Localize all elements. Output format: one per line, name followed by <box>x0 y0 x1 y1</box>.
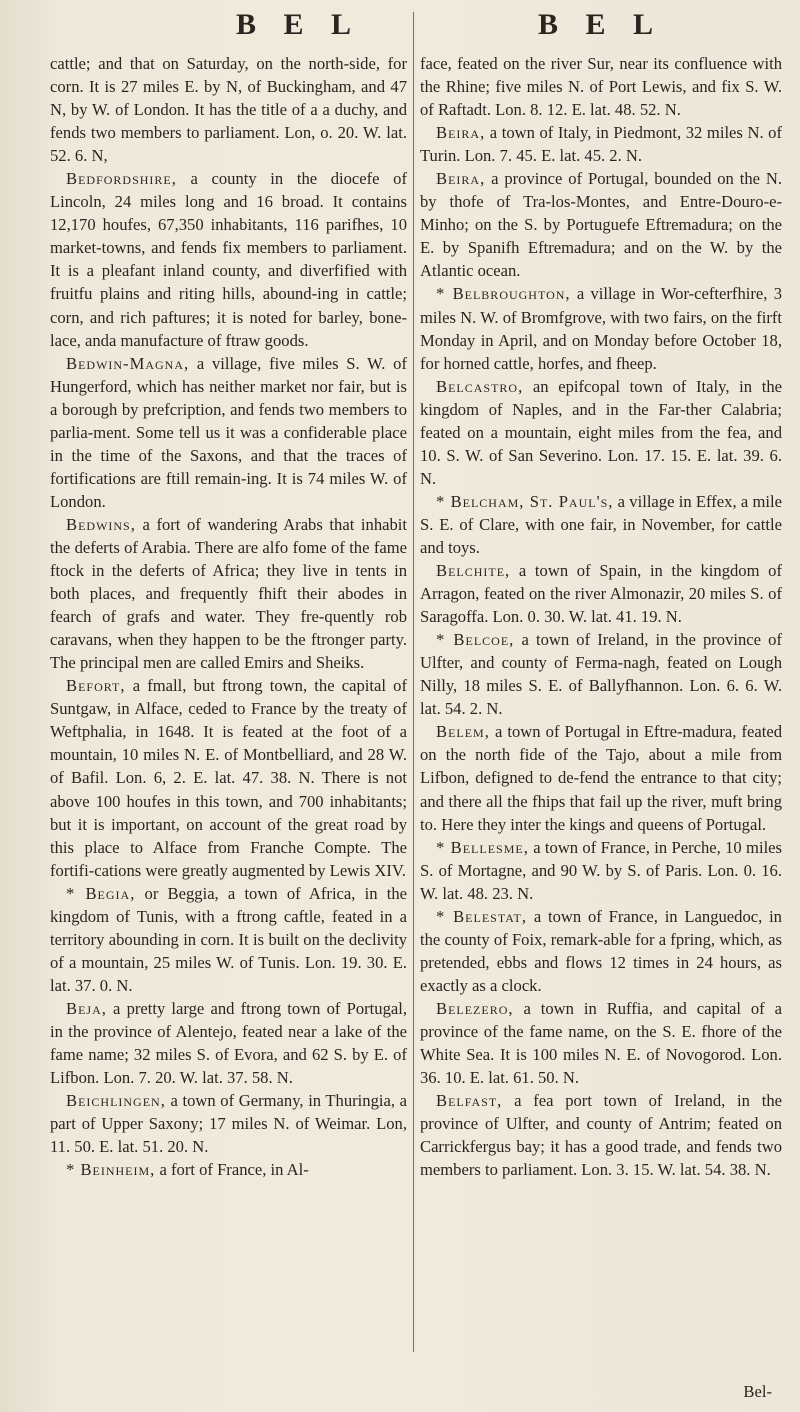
entry <box>420 375 782 490</box>
entry-text: cattle; and that on Saturday, on the north-side, for corn. It is 27 miles E. by N, of Buckingham, and 47 N, by W. of London. It has the title of a a duchy, and fends two members to parliament. Lon, o. 20. W. lat. 52. 6. N, <box>50 54 407 166</box>
entry-text: a village, five miles S. W. of Hungerford, which has neither market nor fair, but is a borough by prefcription, and fends two members to parlia-ment. Some tell us it was a confiderable place in the time of the Saxons, and that the traces of fortifications are ftill remain-ing. It is 74 miles W. of London. <box>50 353 407 511</box>
entry <box>420 836 782 905</box>
entry-text: a fort of wandering Arabs that inhabit the deferts of Arabia. There are alfo fome of the fame ftock in the deferts of Africa; they live in tents in both places, and frequently fhift their abodes in fearch of grafs and water. They fre-quently rob caravans, when they happen to be the ftronger party. The principal men are called Emirs and Sheiks. <box>50 514 407 673</box>
entry-headword: * Belcham, St. Paul's, <box>436 491 614 511</box>
entry-headword: * Bellesme, <box>436 837 529 857</box>
entry-text: or Beggia, a town of Africa, in the kingdom of Tunis, with a ftrong caftle, feated in a territory abounding in corn. It is built on the declivity of a mountain, 25 miles W. of Tunis. Lon. 19. 30. E. lat. 37. 0. N. <box>50 883 407 995</box>
entry-headword: * Begia, <box>66 883 136 903</box>
entry-text: a town of Germany, in Thuringia, a part of Upper Saxony; 17 miles N. of Weimar. Lon, 11. 50. E. lat. 51. 20. N. <box>50 1091 407 1157</box>
entry-headword: Beira, <box>436 169 486 189</box>
catchword: Bel- <box>743 1382 772 1401</box>
entry <box>50 997 407 1089</box>
entry <box>420 559 782 628</box>
entry-text: a town of France, in Languedoc, in the county of Foix, remark-able for a fpring, which, as pretended, ebbs and flows 12 times in 24 hours, as exactly as a clock. <box>420 906 782 995</box>
entry-headword: Belem, <box>436 722 490 742</box>
entry-headword: Belcastro, <box>436 376 524 396</box>
entry-headword: Bedwin-Magna, <box>66 353 190 373</box>
entry-text: a pretty large and ftrong town of Portugal, in the province of Alentejo, feated near a lake of the fame name; 32 miles S. of Evora, and 62 S. by E. of Lifbon. Lon. 7. 20. W. lat. 37. 58. N. <box>50 998 407 1088</box>
entry <box>420 490 782 559</box>
entry-text: face, feated on the river Sur, near its confluence with the Rhine; five miles N. of Port Lewis, and fix S. W. of Raftadt. Lon. 8. 12. E. lat. 48. 52. N. <box>420 54 782 120</box>
right-column <box>420 52 782 1181</box>
entry-headword: Belfast, <box>436 1091 503 1111</box>
entry-text: a town of France, in Perche, 10 miles S. of Mortagne, and 90 W. by S. of Paris. Lon. 0. 16. W. lat. 48. 23. N. <box>420 837 783 903</box>
header-right: B E L <box>538 8 664 41</box>
entry <box>50 52 407 167</box>
entry-text: a village in Effex, a mile S. E. of Clare, with one fair, in November, for cattle and toys. <box>420 491 782 557</box>
entry-headword: Beira, <box>436 123 486 143</box>
header-left: B E L <box>236 8 362 41</box>
entry <box>420 905 782 997</box>
entry-text: a fea port town of Ireland, in the province of Ulfter, and county of Antrim; feated on Carrickfergus bay; it has a good trade, and fends two members to parliament. Lon. 3. 15. W. lat. 54. 38. N. <box>420 1091 782 1180</box>
entry-headword: Bedfordshire, <box>66 169 177 189</box>
entry-headword: Belezero, <box>436 998 514 1018</box>
entry <box>420 282 782 374</box>
entry-text: a town in Ruffia, and capital of a province of the fame name, on the S. E. fhore of the White Sea. It is 100 miles N. E. of Novogorod. Lon. 36. 10. E. lat. 61. 50. N. <box>420 998 782 1088</box>
entry-text: a fmall, but ftrong town, the capital of Suntgaw, in Alface, ceded to France by the treaty of Weftphalia, in 1648. It is feated at the foot of a mountain, 10 miles N. E. of Montbelliard, and 28 W. of Bafil. Lon. 6, 2. E. lat. 47. 38. N. There is not above 100 houfes in this town, and 700 inhabitants; but it is important, on account of the great road by this place to Alface from Franche Compte. The fortifi-cations were greatly augmented by Lewis XIV. <box>50 676 407 880</box>
column-divider <box>413 12 414 1352</box>
entry-headword: Befort, <box>66 676 126 696</box>
entry <box>50 1158 407 1181</box>
entry-headword: Belchite, <box>436 561 511 581</box>
running-header <box>0 8 800 54</box>
entry-headword: Beja, <box>66 998 107 1018</box>
entry-text: a village in Wor-cefterfhire, 3 miles N. W. of Bromfgrove, with two fairs, on the firft Monday in April, and on Monday before October 18, for horned cattle, horfes, and fheep. <box>420 284 782 373</box>
entry-text: a town of Ireland, in the province of Ulfter, and county of Ferma-nagh, feated on Lough Nilly, 18 miles S. E. of Ballyfhannon. Lon. 6. 6. W. lat. 54. 2. N. <box>420 630 782 719</box>
entry-text: a county in the diocefe of Lincoln, 24 miles long and 16 broad. It contains 12,170 houfes, 67,350 inhabitants, 116 parifhes, 10 market-towns, and fends fix members to parliament. It is a pleafant inland county, and diverfified with fruitfu plains and riting hills, abound-ing in cattle; corn, and rich paftures; it is noted for barley, bone-lace, anda manufacture of ftraw goods. <box>50 169 407 350</box>
entry <box>420 52 782 121</box>
entry-headword: * Belbroughton, <box>436 284 571 304</box>
entry <box>420 997 782 1089</box>
entry-text: a town of Spain, in the kingdom of Arragon, feated on the river Almonazir, 20 miles S. of Saragoffa. Lon. 0. 30. W. lat. 41. 19. N. <box>420 561 782 627</box>
entry-headword: * Beinheim, <box>66 1160 156 1180</box>
entry <box>50 674 407 881</box>
entry <box>50 513 407 674</box>
entry <box>50 1089 407 1158</box>
entry <box>50 167 407 351</box>
left-column <box>50 52 407 1181</box>
entry-headword: Beichlingen, <box>66 1091 166 1111</box>
entry-text: a fort of France, in Al- <box>155 1160 309 1180</box>
entry-text: an epifcopal town of Italy, in the kingdom of Naples, and in the Far-ther Calabria; feated on a mountain, eight miles from the fea, and 10. S. W. of San Severino. Lon. 17. 15. E. lat. 39. 6. N. <box>420 376 782 488</box>
entry <box>420 720 782 835</box>
entry-text: a province of Portugal, bounded on the N. by thofe of Tra-los-Montes, and Entre-Douro-e-Minho; on the S. by Portuguefe Eftremadura; on the E. by Spanifh Eftremadura; and on the W. by the Atlantic ocean. <box>420 169 782 281</box>
entry <box>50 352 407 513</box>
entry-headword: Bedwins, <box>66 514 136 534</box>
entry <box>420 167 782 282</box>
entry <box>420 628 782 720</box>
entry-text: a town of Portugal in Eftre-madura, feated on the north fide of the Tajo, about a mile from Lifbon, defigned to de-fend the entrance to that city; and there all the fhips that fail up the river, muft bring to. Here they inter the kings and queens of Portugal. <box>420 722 782 834</box>
entry <box>420 1089 782 1181</box>
entry <box>50 882 407 997</box>
entry-text: a town of Italy, in Piedmont, 32 miles N. of Turin. Lon. 7. 45. E. lat. 45. 2. N. <box>420 123 782 166</box>
entry-headword: * Belestat, <box>436 906 528 926</box>
entry-headword: * Belcoe, <box>436 630 515 650</box>
entry <box>420 121 782 167</box>
